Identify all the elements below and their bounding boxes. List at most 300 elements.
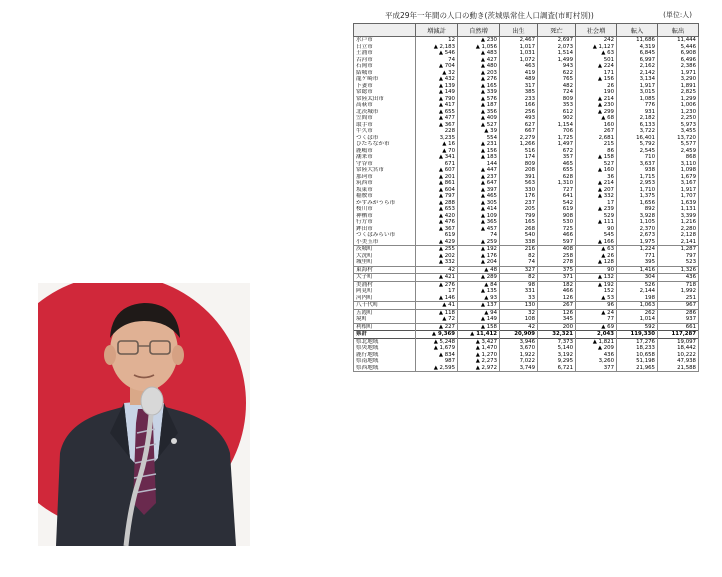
table-cell: 286 [658,309,699,316]
table-cell: 171 [576,70,617,77]
table-cell: 1,707 [658,193,699,200]
table-cell: 1,499 [538,57,576,64]
table-cell: 612 [538,109,576,116]
table-cell: ▲ 72 [416,316,458,323]
municipality-name: 土浦市 [354,50,416,57]
table-cell: 619 [538,206,576,213]
table-cell: ▲ 204 [458,259,500,266]
table-cell: 74 [416,57,458,64]
table-cell: ▲ 224 [576,63,617,70]
table-cell: 242 [576,37,617,44]
municipality-name: 河内町 [354,295,416,302]
table-cell: ▲ 132 [576,274,617,282]
table-cell: 987 [416,358,458,365]
table-cell: ▲ 483 [458,50,500,57]
table-cell: ▲ 655 [416,109,458,116]
table-cell: ▲ 24 [576,309,617,316]
table-cell: ▲ 26 [576,253,617,260]
table-cell: ▲ 447 [458,167,500,174]
table-header-row [354,24,699,37]
table-cell: 391 [500,174,538,181]
table-cell: ▲ 704 [416,63,458,70]
municipality-name: 結城市 [354,70,416,77]
table-cell: 718 [658,281,699,288]
municipality-name: 牛久市 [354,128,416,135]
table-cell: 3,290 [658,76,699,83]
table-cell: 3,110 [658,161,699,168]
municipality-name: つくば市 [354,135,416,142]
table-cell: 501 [576,57,617,64]
table-cell: 395 [617,259,658,266]
table-cell: 182 [538,281,576,288]
municipality-name: 美浦村 [354,281,416,288]
table-cell: 385 [500,89,538,96]
table-cell: ▲ 527 [458,122,500,129]
table-cell: 98 [500,281,538,288]
table-cell: ▲ 465 [458,193,500,200]
table-cell: 10,658 [617,352,658,359]
table-cell: ▲ 457 [458,226,500,233]
table-cell: 2,280 [658,226,699,233]
table-cell: ▲ 3,427 [458,338,500,345]
table-cell: 3,637 [617,161,658,168]
table-row [354,259,699,266]
table-cell: ▲ 53 [576,295,617,302]
table-cell: 797 [658,253,699,260]
table-cell: 1,922 [500,352,538,359]
portrait-illustration [38,283,250,546]
table-cell: ▲ 834 [416,352,458,359]
table-cell: 165 [500,219,538,226]
table-cell: 327 [500,266,538,274]
table-cell: 3,015 [617,89,658,96]
municipality-name: 常陸大宮市 [354,167,416,174]
municipality-name: 稲敷市 [354,193,416,200]
table-cell: ▲ 137 [458,302,500,310]
table-cell: ▲ 32 [416,70,458,77]
table-cell: 3,749 [500,365,538,372]
table-cell: 2,370 [617,226,658,233]
table-cell: 809 [500,161,538,168]
table-cell: ▲ 214 [576,96,617,103]
municipality-name: 水戸市 [354,37,416,44]
table-cell: 32,321 [538,331,576,339]
municipality-name: 日立市 [354,44,416,51]
table-cell: ▲ 84 [458,281,500,288]
table-cell: 119,330 [617,331,658,339]
table-cell: 667 [500,128,538,135]
table-cell: 3,946 [500,338,538,345]
table-body [354,37,699,372]
municipality-name: 鹿嶋市 [354,148,416,155]
table-cell: ▲ 11,412 [458,331,500,339]
table-cell: 967 [658,302,699,310]
municipality-name: 行方市 [354,219,416,226]
table-cell: ▲ 604 [416,187,458,194]
table-cell: ▲ 414 [458,206,500,213]
table-cell: 465 [538,161,576,168]
table-cell: ▲ 332 [576,193,617,200]
municipality-name: 神栖市 [354,213,416,220]
table-cell: 724 [538,89,576,96]
column-header: 増減計 [416,24,458,37]
table-cell: 7,022 [500,358,538,365]
table-cell: ▲ 63 [576,246,617,253]
table-cell: 278 [538,259,576,266]
table-cell: ▲ 158 [576,154,617,161]
table-cell: 4,319 [617,44,658,51]
table-cell: 463 [500,63,538,70]
population-table [353,23,699,372]
table-cell: 3,455 [658,128,699,135]
table-cell: 375 [538,266,576,274]
table-cell: ▲ 68 [576,115,617,122]
table-cell: ▲ 797 [416,193,458,200]
table-cell: 86 [576,148,617,155]
table-cell: 1,710 [617,187,658,194]
table-cell: ▲ 149 [458,316,500,323]
table-cell: 516 [500,148,538,155]
table-cell: 33 [500,295,538,302]
table-cell: ▲ 790 [416,96,458,103]
municipality-name: 桜川市 [354,206,416,213]
table-cell: ▲ 94 [458,309,500,316]
municipality-name: 東海村 [354,266,416,274]
table-cell: 10,222 [658,352,699,359]
table-cell: 377 [576,365,617,372]
table-cell: ▲ 192 [458,246,500,253]
table-cell: 530 [538,219,576,226]
table-cell: 208 [500,167,538,174]
table-cell: 545 [576,232,617,239]
municipality-name: かすみがうら市 [354,200,416,207]
table-cell: ▲ 2,273 [458,358,500,365]
table-cell: ▲ 476 [416,219,458,226]
table-row [354,323,699,331]
municipality-name: 県西地域 [354,365,416,372]
municipality-name: 古河市 [354,57,416,64]
table-cell: 1,006 [658,102,699,109]
table-cell: 943 [538,63,576,70]
table-cell: ▲ 239 [576,206,617,213]
table-cell: 938 [617,167,658,174]
table-cell: ▲ 421 [416,274,458,282]
table-cell: 74 [500,259,538,266]
table-cell: 809 [538,96,576,103]
table-cell: 799 [500,213,538,220]
table-cell: 2,673 [617,232,658,239]
table-cell: 619 [416,232,458,239]
table-cell: 126 [538,309,576,316]
table-cell: ▲ 576 [458,96,500,103]
table-cell: 36 [576,174,617,181]
table-cell: ▲ 1,470 [458,345,500,352]
table-cell: 42 [500,323,538,331]
table-cell: 563 [500,180,538,187]
municipality-name: 城里町 [354,259,416,266]
table-cell: 1,514 [538,50,576,57]
table-cell: 710 [617,154,658,161]
municipality-name: 五霞町 [354,309,416,316]
table-cell: 19,097 [658,338,699,345]
table-cell: 436 [658,274,699,282]
table-cell: 1,216 [658,219,699,226]
table-cell: 18,233 [617,345,658,352]
column-header: 社会増 [576,24,617,37]
table-row [354,37,699,44]
table-cell: 1,098 [658,167,699,174]
table-cell: 17 [576,200,617,207]
table-row [354,239,699,246]
table-cell: 90 [576,266,617,274]
table-cell: 627 [500,122,538,129]
table-cell: 256 [500,109,538,116]
table-cell: 1,917 [658,187,699,194]
table-cell: 304 [617,274,658,282]
table-cell: ▲ 305 [458,200,500,207]
table-cell: 436 [576,352,617,359]
table-title: 平成29年一年間の人口の動き(茨城県常住人口調査(市町村別)) [385,11,594,20]
column-header: 死亡 [538,24,576,37]
municipality-name: 茨城町 [354,246,416,253]
table-cell: ▲ 16 [416,141,458,148]
table-cell: 641 [538,193,576,200]
table-cell: 2,386 [658,63,699,70]
table-cell: 13,720 [658,135,699,142]
table-cell: 5,577 [658,141,699,148]
table-cell: 268 [500,226,538,233]
table-cell: ▲ 255 [416,246,458,253]
table-cell: 706 [538,128,576,135]
table-cell: 466 [538,232,576,239]
table-cell: 466 [538,288,576,295]
table-cell: 542 [538,200,576,207]
table-cell: 529 [576,213,617,220]
table-cell: 868 [658,154,699,161]
table-cell: ▲ 653 [416,206,458,213]
table-cell: ▲ 2,595 [416,365,458,372]
table-cell: 2,142 [617,70,658,77]
table-cell: ▲ 93 [458,295,500,302]
column-header: 転出 [658,24,699,37]
table-cell: 540 [500,232,538,239]
table-cell: 725 [538,226,576,233]
municipality-name: 境町 [354,316,416,323]
table-cell: 2,073 [538,44,576,51]
table-cell: ▲ 409 [458,115,500,122]
table-cell: ▲ 397 [458,187,500,194]
portrait-photo [38,283,250,546]
table-cell: 228 [416,128,458,135]
table-row [354,295,699,302]
table-cell: ▲ 203 [458,70,500,77]
table-cell: ▲ 63 [576,50,617,57]
table-cell: 7,373 [538,338,576,345]
table-cell: 1,375 [617,193,658,200]
table-cell: ▲ 128 [576,259,617,266]
table-cell: 1,975 [617,239,658,246]
table-cell: 5,446 [658,44,699,51]
table-cell: ▲ 41 [416,302,458,310]
column-header: 出生 [500,24,538,37]
table-cell: 200 [538,323,576,331]
table-cell: ▲ 1,127 [576,44,617,51]
table-cell: ▲ 477 [416,115,458,122]
table-cell: ▲ 230 [576,102,617,109]
municipality-name: ひたちなか市 [354,141,416,148]
municipality-name: 坂東市 [354,187,416,194]
table-row [354,266,699,274]
municipality-name: 阿見町 [354,288,416,295]
table-cell: 6,133 [617,122,658,129]
table-cell: ▲ 332 [416,259,458,266]
table-cell: 1,154 [538,122,576,129]
municipality-name: 大洗町 [354,253,416,260]
table-unit: (単位:人) [663,11,692,19]
table-cell: 51,198 [617,358,658,365]
municipality-name: つくばみらい市 [354,232,416,239]
table-cell: 1,230 [658,109,699,116]
table-cell: 1,063 [617,302,658,310]
table-cell: 2,279 [500,135,538,142]
column-header: 転入 [617,24,658,37]
table-cell: 82 [500,253,538,260]
table-cell: 144 [458,161,500,168]
table-cell: 6,908 [658,50,699,57]
table-cell: 2,182 [617,115,658,122]
table-cell: 1,891 [658,83,699,90]
table-cell: 174 [500,154,538,161]
municipality-name: 常総市 [354,89,416,96]
table-cell: 21,588 [658,365,699,372]
table-cell: ▲ 111 [576,219,617,226]
table-cell: 1,656 [617,200,658,207]
table-cell: ▲ 135 [458,288,500,295]
table-cell: 937 [658,316,699,323]
table-cell: ▲ 356 [458,109,500,116]
table-cell: 2,825 [658,89,699,96]
table-cell: 1,299 [658,96,699,103]
municipality-name: 鹿行地域 [354,352,416,359]
table-cell: 371 [538,274,576,282]
municipality-name: 県北地域 [354,338,416,345]
table-cell: 198 [617,295,658,302]
municipality-name: 常陸太田市 [354,96,416,103]
column-header [354,24,416,37]
table-row [354,338,699,345]
table-row [354,302,699,310]
microphone [141,387,163,415]
table-cell: 1,266 [500,141,538,148]
table-cell: ▲ 259 [458,239,500,246]
table-cell: 1,679 [658,174,699,181]
table-cell: 152 [576,288,617,295]
table-cell: 655 [538,167,576,174]
table-cell: 1,224 [617,246,658,253]
table-cell: 622 [538,70,576,77]
table-cell: ▲ 546 [416,50,458,57]
table-cell: 82 [500,274,538,282]
table-cell: ▲ 156 [576,76,617,83]
municipality-name: 小美玉市 [354,239,416,246]
table-cell: 1,287 [658,246,699,253]
table-cell: 20,909 [500,331,538,339]
table-cell: 523 [658,259,699,266]
table-cell: 11,686 [617,37,658,44]
table-cell: 357 [538,154,576,161]
table-cell: 16,401 [617,135,658,142]
table-cell: 338 [500,239,538,246]
table-cell: ▲ 1,056 [458,44,500,51]
table-cell: 1,917 [617,83,658,90]
table-cell: ▲ 289 [458,274,500,282]
table-cell: 1,971 [658,70,699,77]
table-cell: 233 [500,96,538,103]
table-cell: 489 [500,76,538,83]
table-cell: 493 [500,115,538,122]
table-cell: 2,467 [500,37,538,44]
table-cell: ▲ 429 [416,239,458,246]
table-cell: 672 [538,148,576,155]
table-cell: 47,938 [658,358,699,365]
table-cell: 117,287 [658,331,699,339]
table-cell: 2,144 [617,288,658,295]
municipality-name: 筑西市 [354,180,416,187]
table-cell: 353 [538,102,576,109]
table-cell: 592 [617,323,658,331]
table-cell: 317 [500,83,538,90]
table-cell: 628 [538,174,576,181]
table-cell: ▲ 48 [458,266,500,274]
table-cell: 1,497 [538,141,576,148]
table-cell: ▲ 70 [416,148,458,155]
table-row [354,309,699,316]
table-cell: 3,928 [617,213,658,220]
table-cell: 2,250 [658,115,699,122]
table-cell: 6,496 [658,57,699,64]
table-cell: 26 [576,83,617,90]
table-cell: ▲ 367 [416,226,458,233]
table-cell: ▲ 69 [576,323,617,331]
table-cell: ▲ 5,248 [416,338,458,345]
table-cell: 776 [617,102,658,109]
table-cell: ▲ 432 [416,76,458,83]
table-cell: 1,017 [500,44,538,51]
table-cell: 2,162 [617,63,658,70]
table-cell: ▲ 1,821 [576,338,617,345]
table-cell: 1,725 [538,135,576,142]
table-cell: ▲ 480 [458,63,500,70]
table-cell: 3,235 [416,135,458,142]
table-cell: ▲ 9,369 [416,331,458,339]
table-cell: 17 [416,288,458,295]
table-cell: 3,399 [658,213,699,220]
table-cell: ▲ 207 [576,187,617,194]
table-cell: ▲ 109 [458,213,500,220]
table-cell: 12 [416,37,458,44]
table-cell: 130 [500,302,538,310]
table-cell: 661 [658,323,699,331]
municipality-name: 県計 [354,331,416,339]
table-cell: ▲ 118 [416,309,458,316]
table-cell: 771 [617,253,658,260]
table-cell: 77 [576,316,617,323]
table-cell: 18,442 [658,345,699,352]
table-cell: ▲ 192 [576,281,617,288]
table-cell: 74 [458,232,500,239]
municipality-name: 下妻市 [354,83,416,90]
table-cell: ▲ 183 [458,154,500,161]
